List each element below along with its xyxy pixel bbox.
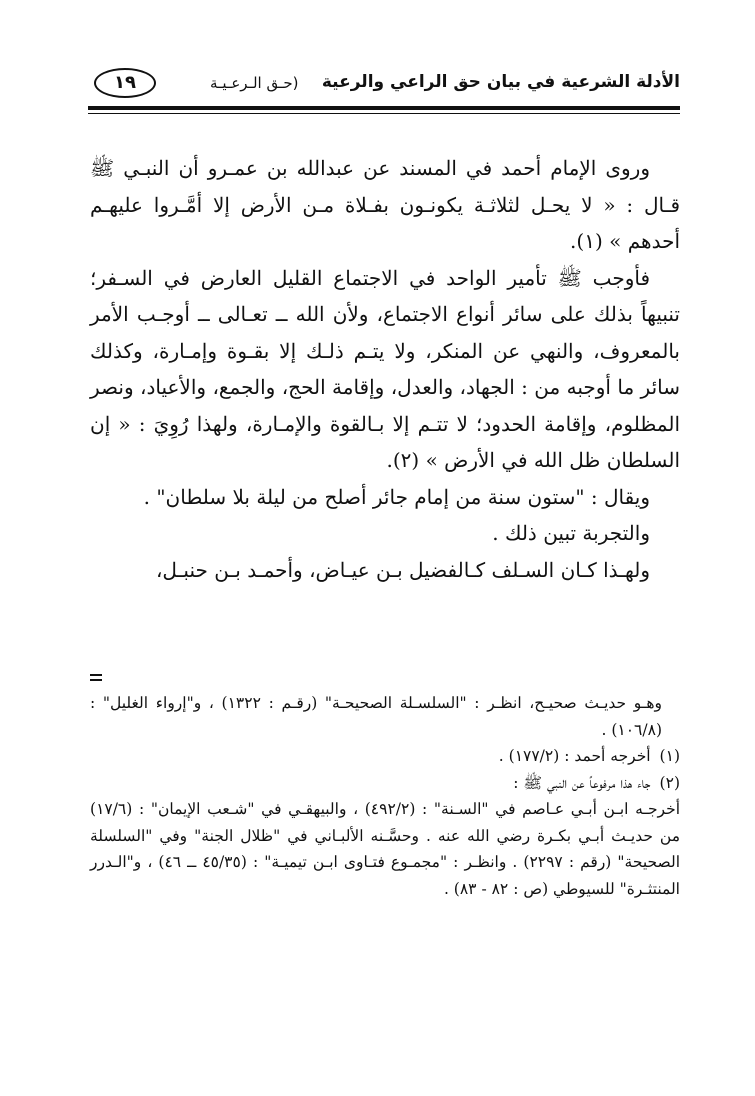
footnotes — [90, 690, 680, 902]
footnote-marker: (١) — [659, 747, 680, 765]
header-rule-thin — [88, 113, 680, 114]
chapter-title: (حـق الـرعـيـة — [210, 74, 299, 92]
footnote-1 — [90, 743, 680, 770]
footnote-2 — [90, 770, 680, 797]
paragraph-1 — [90, 150, 680, 260]
footnote-continuation — [90, 690, 680, 743]
paragraph-4 — [90, 552, 680, 589]
footnote-line: الإيمان" : (١٧/٦) من حديـث أبـي بكـرة رضي الله عنه . وحسَّـنه الألبـاني في — [90, 800, 681, 845]
text-line: والأعياد، ونصر المظلوم، وإقامة الحدود؛ لا تتـم إلا بـالقوة والإمـارة، — [90, 375, 680, 436]
footnote-line: أخرجـه ابـن أبـي عـاصم في "السـنة" : (٤٩٢/٢) ، والبيهقـي في "شـعب — [207, 800, 681, 818]
text-line: الأمر بالمعروف، والنهي عن المنكر، ولا يتـم ذلـك إلا بقـوة وإمـارة، — [90, 302, 681, 363]
text-line: أحدهم » (١). — [570, 229, 680, 253]
text-line: ولهذا رُوِيَ : « إن السلطان ظل الله في الأرض » (٢). — [90, 411, 680, 472]
running-header — [88, 68, 680, 108]
footnote-marker: (٢) — [659, 773, 680, 792]
text-line: وكذلك سائر ما أوجبه من : الجهاد، والعدل، وإقامة الحج، والجمع، — [90, 338, 680, 399]
text-line: وروى الإمام أحمد في المسند عن عبدالله بن عمـرو أن النبـي ﷺ — [90, 156, 650, 180]
text-line: والتجربة تبين ذلك . — [492, 521, 650, 545]
footnote-line: وهـو حديـث صحيـح، انظـر : "السلسـلة الصحيحـة" (رقـم : ١٣٢٢) ، — [208, 694, 662, 712]
footnote-line: أخرجه أحمد : (١٧٧/٢) . — [498, 747, 651, 765]
text-line: ولهـذا كـان السـلف كـالفضيل بـن عيـاض، وأحمـد بـن حنبـل، — [155, 557, 650, 582]
text-line: ويقال : "ستون سنة من إمام جائر أصلح من ليلة بلا سلطان" . — [143, 484, 650, 509]
footnote-line: "ظلال الجنة" وفي "السلسلة الصحيحة" (رقم : ٢٢٩٧) . — [90, 826, 681, 871]
footnote-2-body — [90, 796, 680, 902]
paragraph-3-continued — [90, 515, 680, 552]
text-line: قـال : « لا يحـل لثلاثـة يكونـون بفـلاة مـن الأرض إلا أمَّـروا عليهـم — [90, 192, 680, 217]
paragraph-2 — [90, 260, 680, 479]
paragraph-3 — [90, 479, 680, 516]
footnote-line: وانظـر : "مجمـوع فتـاوى ابـن تيميـة" : (٤٥/٣٥ ــ ٤٦) ، و"الـدرر المنتثـرة" — [90, 853, 680, 898]
text-line: فأوجب ﷺ تأمير الواحد في الاجتماع القليل العارض في السـفر؛ — [90, 265, 651, 290]
footnote-separator — [90, 674, 680, 684]
footnote-line: جاء هذا مرفوعاً عن النبي ﷺ : — [513, 773, 651, 792]
main-text — [90, 150, 680, 588]
page-number: ١٩ — [94, 68, 156, 98]
footnote-line: و"إرواء الغليل" : (١٠٦/٨) . — [90, 694, 662, 739]
book-title: الأدلة الشرعية في بيان حق الراعي والرعية — [321, 72, 680, 92]
footnote-line: للسيوطي (ص : ٨٢ - ٨٣) . — [443, 879, 615, 898]
text-line: تنبيهاً بذلك على سائر أنواع الاجتماع، ولأن الله ــ تعـالى ــ أوجـب — [136, 302, 680, 326]
header-rule-thick — [88, 106, 680, 110]
